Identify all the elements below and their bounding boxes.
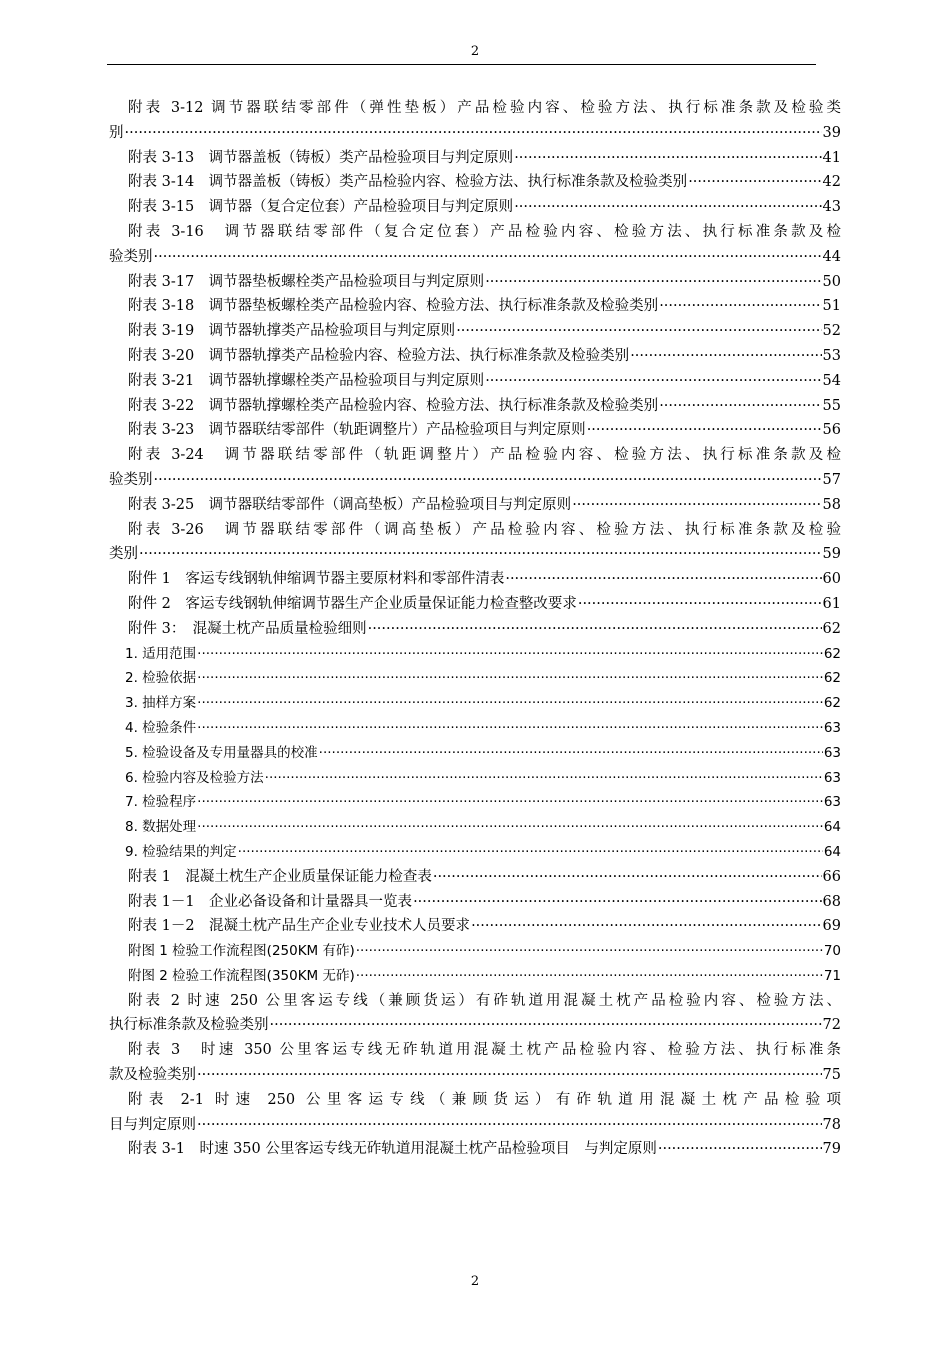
- toc-entry-page-number: 66: [822, 868, 841, 885]
- dot-leader: [456, 319, 821, 344]
- toc-entry-page-number: 42: [822, 174, 841, 191]
- toc-entry[interactable]: [109, 344, 841, 369]
- toc-entry-page-number: 64: [823, 819, 841, 836]
- toc-entry-page-number: 70: [823, 943, 841, 960]
- toc-entry[interactable]: [109, 220, 841, 270]
- toc-entry-title: 款及检验类别: [109, 1067, 196, 1084]
- toc-entry-page-number: 71: [823, 967, 841, 984]
- toc-entry-page-number: 54: [822, 372, 841, 389]
- toc-entry[interactable]: [109, 741, 841, 766]
- toc-entry[interactable]: [109, 443, 841, 493]
- toc-entry[interactable]: [109, 642, 841, 667]
- toc-entry[interactable]: [109, 815, 841, 840]
- toc-entry-row: [109, 1013, 841, 1038]
- toc-entry-row: [109, 146, 841, 171]
- toc-entry[interactable]: [109, 96, 841, 146]
- toc-entry-row: [109, 964, 841, 989]
- toc-entry[interactable]: [109, 1038, 841, 1088]
- toc-entry-row: [109, 245, 841, 270]
- dot-leader: [197, 815, 823, 840]
- toc-entry-page-number: 57: [822, 471, 841, 488]
- dot-leader: [356, 939, 823, 964]
- header-page-number: 2: [470, 44, 480, 59]
- toc-entry-row: [109, 766, 841, 791]
- toc-entry[interactable]: [109, 964, 841, 989]
- toc-entry-page-number: 60: [822, 571, 841, 588]
- toc-entry-title: 验类别: [109, 471, 153, 488]
- toc-entry-row: [109, 1113, 841, 1138]
- toc-entry-row: [109, 1137, 841, 1162]
- toc-entry-row: [109, 691, 841, 716]
- dot-leader: [514, 195, 821, 220]
- toc-entry[interactable]: [109, 592, 841, 617]
- toc-entry-page-number: 75: [822, 1067, 841, 1084]
- dot-leader: [154, 245, 822, 270]
- toc-entry[interactable]: [109, 865, 841, 890]
- toc-entry-title: 附表 3-23 调节器联结零部件（轨距调整片）产品检验项目与判定原则: [128, 422, 586, 439]
- toc-entry[interactable]: [109, 666, 841, 691]
- toc-entry[interactable]: [109, 890, 841, 915]
- toc-entry-row: [109, 914, 841, 939]
- toc-entry-row: [109, 840, 841, 865]
- toc-entry-row: [109, 369, 841, 394]
- toc-entry-title: 附表 1－1 企业必备设备和计量器具一览表: [128, 893, 413, 910]
- toc-entry-page-number: 63: [823, 744, 841, 761]
- toc-entry-page-number: 61: [822, 595, 841, 612]
- toc-entry-title: 附件 3： 混凝土枕产品质量检验细则: [128, 620, 367, 637]
- toc-entry-title: 附表 3-25 调节器联结零部件（调高垫板）产品检验项目与判定原则: [128, 496, 572, 513]
- toc-entry[interactable]: [109, 294, 841, 319]
- toc-entry-page-number: 62: [823, 695, 841, 712]
- toc-entry-title: 1. 适用范围: [125, 645, 197, 662]
- toc-entry[interactable]: [109, 939, 841, 964]
- toc-entry-row: [109, 716, 841, 741]
- dot-leader: [433, 865, 822, 890]
- dot-leader: [368, 617, 822, 642]
- toc-entry-row: [109, 642, 841, 667]
- toc-entry-row: [109, 121, 841, 146]
- dot-leader: [572, 493, 821, 518]
- toc-entry-title: 附表 1－2 混凝土枕产品生产企业专业技术人员要求: [128, 918, 471, 935]
- toc-entry-page-number: 62: [822, 620, 841, 637]
- toc-entry[interactable]: [109, 369, 841, 394]
- toc-entry[interactable]: [109, 766, 841, 791]
- toc-entry[interactable]: [109, 914, 841, 939]
- toc-entry-row: [109, 790, 841, 815]
- toc-entry[interactable]: [109, 493, 841, 518]
- toc-entry[interactable]: [109, 790, 841, 815]
- dot-leader: [197, 666, 823, 691]
- toc-entry[interactable]: [109, 989, 841, 1039]
- toc-entry-page-number: 44: [822, 248, 841, 265]
- toc-entry[interactable]: [109, 418, 841, 443]
- dot-leader: [471, 914, 821, 939]
- toc-entry-row: [109, 319, 841, 344]
- toc-entry[interactable]: [109, 567, 841, 592]
- dot-leader: [413, 890, 821, 915]
- toc-entry-page-number: 56: [822, 422, 841, 439]
- toc-entry-page-number: 62: [823, 645, 841, 662]
- toc-entry-title: 附表 3-14 调节器盖板（铸板）类产品检验内容、检验方法、执行标准条款及检验类别: [128, 174, 688, 191]
- dot-leader: [659, 394, 821, 419]
- toc-entry-page-number: 63: [823, 769, 841, 786]
- dot-leader: [270, 1013, 822, 1038]
- toc-entry-page-number: 39: [822, 124, 841, 141]
- toc-entry[interactable]: [109, 195, 841, 220]
- toc-entry-title: 8. 数据处理: [125, 819, 197, 836]
- toc-entry-title-line1: 附表 3 时速 350 公里客运专线无砟轨道用混凝土枕产品检验内容、检验方法、执行标准条: [128, 1042, 841, 1059]
- toc-entry-title: 7. 检验程序: [125, 794, 197, 811]
- toc-entry-page-number: 72: [822, 1017, 841, 1034]
- toc-entry-title-line1: 附表 3-24 调节器联结零部件（轨距调整片）产品检验内容、检验方法、执行标准条款及检: [128, 447, 841, 464]
- dot-leader: [197, 691, 823, 716]
- dot-leader: [578, 592, 822, 617]
- toc-entry[interactable]: [109, 319, 841, 344]
- toc-entry-page-number: 41: [822, 149, 841, 166]
- toc-entry-title: 附表 3-19 调节器轨撑类产品检验项目与判定原则: [128, 323, 456, 340]
- toc-entry-title: 2. 检验依据: [125, 670, 197, 687]
- toc-entry-row: [109, 542, 841, 567]
- toc-entry[interactable]: [109, 1088, 841, 1138]
- toc-entry[interactable]: [109, 617, 841, 642]
- toc-entry-page-number: 63: [823, 719, 841, 736]
- toc-entry-page-number: 63: [823, 794, 841, 811]
- toc-entry-title: 附图 2 检验工作流程图(350KM 无砟): [128, 967, 355, 984]
- toc-entry-page-number: 51: [822, 298, 841, 315]
- dot-leader: [319, 741, 823, 766]
- dot-leader: [485, 369, 821, 394]
- dot-leader: [238, 840, 823, 865]
- toc-entry-page-number: 58: [822, 496, 841, 513]
- toc-entry-title: 附表 3-17 调节器垫板螺栓类产品检验项目与判定原则: [128, 273, 485, 290]
- toc-entry[interactable]: [109, 394, 841, 419]
- toc-entry-page-number: 62: [823, 670, 841, 687]
- toc-entry-title: 执行标准条款及检验类别: [109, 1017, 269, 1034]
- header-rule: [107, 64, 816, 65]
- dot-leader: [197, 1113, 822, 1138]
- toc-entry-title: 附表 3-22 调节器轨撑螺栓类产品检验内容、检验方法、执行标准条款及检验类别: [128, 397, 659, 414]
- toc-entry-row: [109, 270, 841, 295]
- toc-entry-title: 5. 检验设备及专用量器具的校准: [125, 744, 318, 761]
- dot-leader: [356, 964, 823, 989]
- dot-leader: [688, 170, 821, 195]
- toc-entry-title: 目与判定原则: [109, 1116, 196, 1133]
- toc-entry-title: 附表 3-15 调节器（复合定位套）产品检验项目与判定原则: [128, 199, 514, 216]
- toc-entry[interactable]: [109, 1137, 841, 1162]
- toc-entry-page-number: 79: [822, 1141, 841, 1158]
- toc-entry-row: [109, 815, 841, 840]
- toc-entry-page-number: 53: [822, 347, 841, 364]
- toc-entry-page-number: 78: [822, 1116, 841, 1133]
- dot-leader: [514, 146, 821, 171]
- toc-entry-page-number: 43: [822, 199, 841, 216]
- dot-leader: [154, 468, 822, 493]
- toc-entry-row: [109, 1063, 841, 1088]
- toc-entry-page-number: 50: [822, 273, 841, 290]
- dot-leader: [658, 1137, 822, 1162]
- toc-entry[interactable]: [109, 691, 841, 716]
- toc-entry-row: [109, 865, 841, 890]
- toc-entry-row: [109, 666, 841, 691]
- toc-entry-row: [109, 617, 841, 642]
- toc-entry-row: [109, 344, 841, 369]
- toc-entry-title-line1: 附表 2 时速 250 公里客运专线（兼顾货运）有砟轨道用混凝土枕产品检验内容、检验方法、: [128, 992, 841, 1009]
- toc-entry-page-number: 55: [822, 397, 841, 414]
- toc-entry[interactable]: [109, 146, 841, 171]
- dot-leader: [197, 642, 823, 667]
- toc-entry-page-number: 59: [822, 546, 841, 563]
- toc-entry-page-number: 52: [822, 323, 841, 340]
- toc-entry[interactable]: [109, 840, 841, 865]
- dot-leader: [587, 418, 822, 443]
- toc-entry-title-line1: 附表 2-1 时速 250 公里客运专线（兼顾货运）有砟轨道用混凝土枕产品检验项: [128, 1091, 841, 1108]
- toc-entry-title-line1: 附表 3-16 调节器联结零部件（复合定位套）产品检验内容、检验方法、执行标准条款及检: [128, 223, 841, 240]
- toc-entry-row: [109, 493, 841, 518]
- toc-entry-row: [109, 394, 841, 419]
- table-of-contents: [109, 96, 841, 1162]
- footer-page-number: 2: [470, 1274, 480, 1289]
- toc-entry-title-line1: 附表 3-12 调节器联结零部件（弹性垫板）产品检验内容、检验方法、执行标准条款及检验类: [128, 100, 841, 116]
- toc-entry-title: 附件 1 客运专线钢轨伸缩调节器主要原材料和零部件清表: [128, 571, 505, 588]
- toc-entry-row: [109, 468, 841, 493]
- dot-leader: [630, 344, 821, 369]
- toc-entry-page-number: 64: [823, 843, 841, 860]
- toc-entry-page-number: 68: [822, 893, 841, 910]
- dot-leader: [505, 567, 821, 592]
- dot-leader: [197, 790, 823, 815]
- toc-entry-title: 3. 抽样方案: [125, 695, 197, 712]
- toc-entry-row: [109, 939, 841, 964]
- toc-entry[interactable]: [109, 716, 841, 741]
- dot-leader: [265, 766, 823, 791]
- toc-entry-title: 附图 1 检验工作流程图(250KM 有砟): [128, 943, 355, 960]
- toc-entry-row: [109, 592, 841, 617]
- toc-entry-title: 9. 检验结果的判定: [125, 843, 237, 860]
- toc-entry-title: 附表 3-1 时速 350 公里客运专线无砟轨道用混凝土枕产品检验项目 与判定原则: [128, 1141, 657, 1158]
- toc-entry-title: 类别: [109, 546, 138, 563]
- toc-entry-row: [109, 741, 841, 766]
- toc-entry-title: 验类别: [109, 248, 153, 265]
- toc-entry-row: [109, 418, 841, 443]
- dot-leader: [139, 542, 822, 567]
- dot-leader: [659, 294, 821, 319]
- toc-entry-title: 别: [109, 124, 124, 141]
- toc-entry-title: 附表 3-21 调节器轨撑螺栓类产品检验项目与判定原则: [128, 372, 485, 389]
- toc-entry-title: 附件 2 客运专线钢轨伸缩调节器生产企业质量保证能力检查整改要求: [128, 595, 577, 612]
- toc-entry[interactable]: [109, 170, 841, 195]
- toc-entry-row: [109, 195, 841, 220]
- toc-entry-row: [109, 567, 841, 592]
- toc-entry[interactable]: [109, 518, 841, 568]
- toc-entry-row: [109, 294, 841, 319]
- toc-entry-row: [109, 890, 841, 915]
- toc-entry-title: 附表 3-20 调节器轨撑类产品检验内容、检验方法、执行标准条款及检验类别: [128, 347, 630, 364]
- toc-entry-row: [109, 170, 841, 195]
- toc-entry[interactable]: [109, 270, 841, 295]
- toc-entry-page-number: 69: [822, 918, 841, 935]
- dot-leader: [485, 270, 821, 295]
- dot-leader: [125, 121, 822, 146]
- dot-leader: [197, 716, 823, 741]
- toc-entry-title: 6. 检验内容及检验方法: [125, 769, 264, 786]
- toc-entry-title: 附表 3-18 调节器垫板螺栓类产品检验内容、检验方法、执行标准条款及检验类别: [128, 298, 659, 315]
- toc-entry-title: 4. 检验条件: [125, 719, 197, 736]
- toc-entry-title: 附表 3-13 调节器盖板（铸板）类产品检验项目与判定原则: [128, 149, 514, 166]
- toc-entry-title: 附表 1 混凝土枕生产企业质量保证能力检查表: [128, 868, 432, 885]
- toc-entry-title-line1: 附表 3-26 调节器联结零部件（调高垫板）产品检验内容、检验方法、执行标准条款及检验: [128, 521, 841, 538]
- dot-leader: [197, 1063, 822, 1088]
